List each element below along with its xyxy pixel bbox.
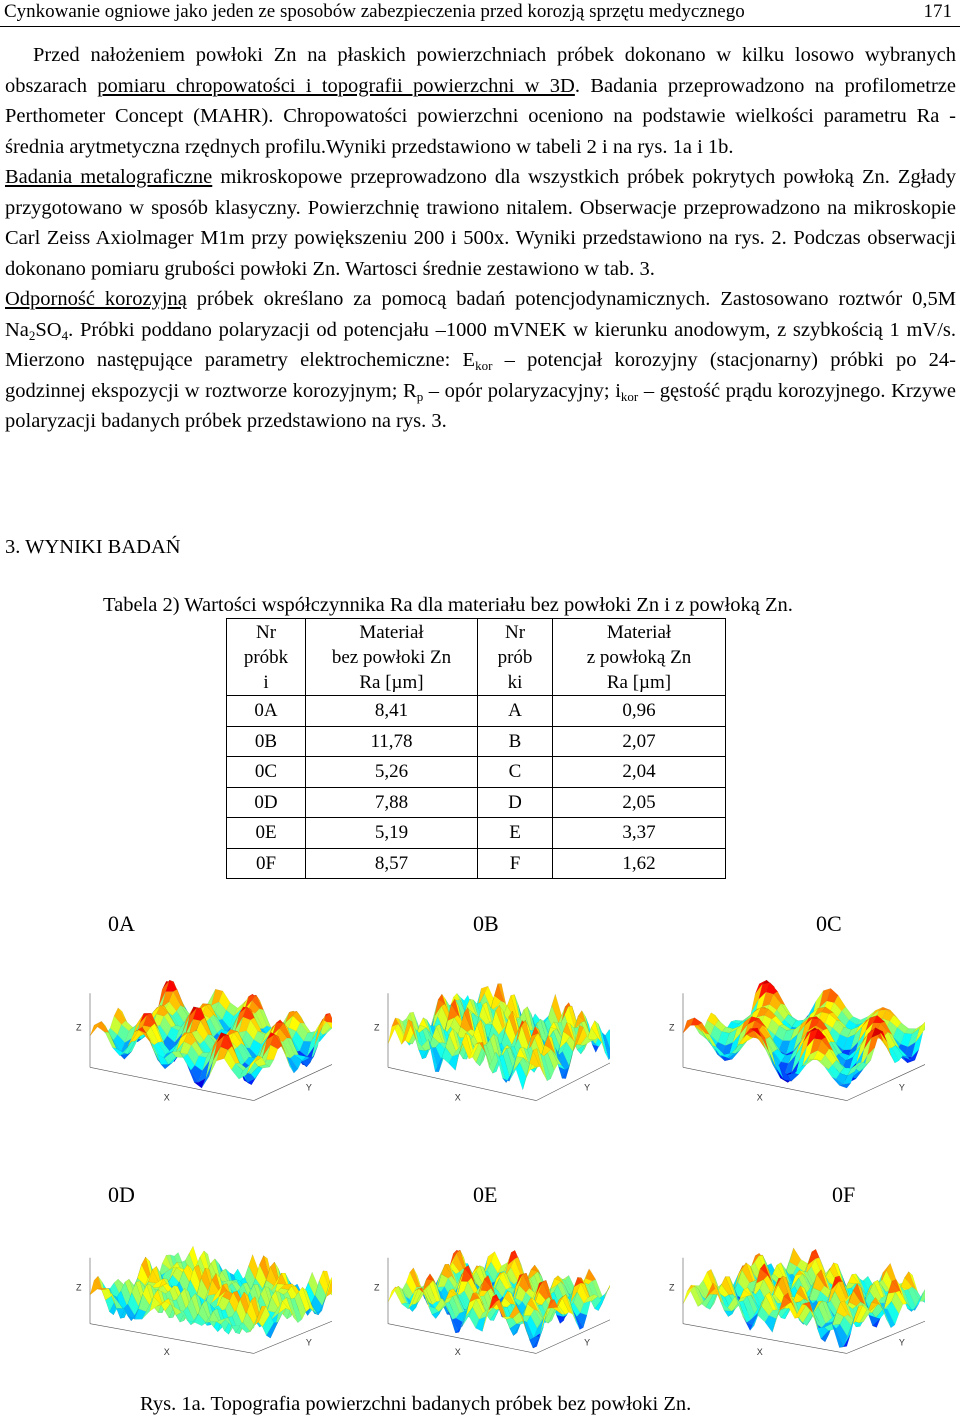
header-cell: Materiał bez powłoki Zn Ra [µm] (306, 619, 478, 696)
paragraph-corrosion: Odporność korozyjną próbek określano za pomocą badań potencjodynamicznych. Zastosowano roztwór 0,5M $Na_2SO_4$. Próbki poddano polaryzacji od potencjału –1000 mVNEK w kierunku anodowym, z szybkością 1 mV/s. Mierzono następujące parametry elektrochemiczne: $E_{kor}$ – potencjał korozyjny (stacjonarny) próbki po 24-godzinnej ekspozycji w roztworze korozyjnym; $R_p$ – opór polaryzacyjny; $i_{kor}$ – gęstość prądu korozyjnego. Krzywe polaryzacji badanych próbek przedstawiono na rys. 3. (5, 288, 957, 432)
figure-label-0e: 0E (473, 1182, 498, 1207)
table-row: 0C 5,26 C 2,04 (227, 757, 726, 788)
table-row: 0A 8,41 A 0,96 (227, 696, 726, 727)
surface-plot-0e (360, 1228, 610, 1393)
axis-label-z: Z (669, 1282, 675, 1293)
table-row: 0F 8,57 F 1,62 (227, 848, 726, 879)
surface-mesh (388, 1250, 610, 1354)
surface-mesh (90, 1246, 332, 1353)
header-cell: Materiał z powłoką Zn Ra [µm] (553, 619, 726, 696)
figure-label-0a: 0A (108, 911, 135, 936)
roughness-table (226, 618, 726, 879)
running-header (0, 0, 960, 27)
figure-label-0f: 0F (832, 1182, 856, 1207)
surface-mesh (90, 980, 332, 1101)
axis-label-z: Z (76, 1282, 82, 1293)
table-row: 0D 7,88 D 2,05 (227, 787, 726, 818)
surface-plot-0d (62, 1228, 332, 1393)
surface-mesh (388, 984, 610, 1101)
axis-label-x: X (454, 1092, 461, 1103)
axis-label-y: Y (584, 1337, 591, 1348)
paragraph-metallography: Badania metalograficzne mikroskopowe przeprowadzono dla wszystkich próbek pokrytych powłoką Zn. Zgłady przygotowano w sposób klasyczny. Powierzchnię trawiono nitalem. Obserwacje przeprowadzono na mikroskopie Carl Zeiss Axiolmager M1m przy powiększeniu 200 i 500x. Wyniki przedstawiono na rys. 2. Podczas obserwacji dokonano pomiaru grubości powłoki Zn. Wartosci średnie zestawiono w tab. 3. (5, 166, 956, 280)
axis-label-x: X (756, 1347, 763, 1358)
axis-label-y: Y (305, 1082, 312, 1093)
figure-label-0c: 0C (816, 911, 842, 936)
surface-plot-0a (62, 960, 332, 1145)
link-roughness: pomiaru chropowatości i topografii powierzchni w 3D (97, 74, 575, 97)
table-caption: Tabela 2) Wartości współczynnika Ra dla materiału bez powłoki Zn i z powłoką Zn. (103, 594, 793, 616)
header-cell: Nr próbk i (227, 619, 306, 696)
surface-plot-0c (655, 960, 925, 1145)
surface-mesh (683, 1248, 925, 1354)
header-cell: Nr prób ki (478, 619, 553, 696)
axis-label-y: Y (898, 1337, 905, 1348)
section-title: 3. WYNIKI BADAŃ (5, 536, 181, 558)
figure-caption: Rys. 1a. Topografia powierzchni badanych próbek bez powłoki Zn. (140, 1393, 692, 1415)
link-corrosion: Odporność korozyjną (5, 288, 187, 310)
table-row: 0B 11,78 B 2,07 (227, 726, 726, 757)
axis-label-z: Z (374, 1282, 380, 1293)
paragraph-roughness: Przed nałożeniem powłoki Zn na płaskich powierzchniach próbek dokonano w kilku losowo wybranych obszarach pomiaru chropowatości i topografii powierzchni w 3D. Badania przeprowadzono na profilometrze Perthometer Concept (MAHR). Chropowatości powierzchni oceniono na podstawie wielkości parametru Ra - średnia arytmetyczna rzędnych profilu.Wyniki przedstawiono w tabeli 2 i na rys. 1a i 1b. (5, 44, 957, 158)
figure-label-0b: 0B (473, 911, 499, 936)
axis-label-z: Z (76, 1022, 82, 1033)
surface-mesh (683, 980, 925, 1101)
axis-label-y: Y (898, 1082, 905, 1093)
figure-label-0d: 0D (108, 1182, 135, 1207)
body-text (5, 40, 956, 437)
surface-facet (606, 1280, 610, 1293)
axis-label-y: Y (584, 1082, 591, 1093)
page-number: 171 (923, 1, 952, 22)
surface-plot-0f (655, 1228, 925, 1393)
axis-label-x: X (454, 1347, 461, 1358)
axis-label-z: Z (669, 1022, 675, 1033)
axis-label-x: X (756, 1092, 763, 1103)
axis-label-z: Z (374, 1022, 380, 1033)
axis-label-x: X (163, 1347, 170, 1358)
axis-label-x: X (163, 1092, 170, 1103)
header-title: Cynkowanie ogniowe jako jeden ze sposobów zabezpieczenia przed korozją sprzętu medycznego (4, 1, 745, 22)
link-metallography: Badania metalograficzne (5, 166, 213, 188)
axis-label-y: Y (305, 1337, 312, 1348)
table-row: 0E 5,19 E 3,37 (227, 818, 726, 849)
surface-plot-0b (360, 960, 610, 1145)
table-header-row (227, 619, 726, 696)
